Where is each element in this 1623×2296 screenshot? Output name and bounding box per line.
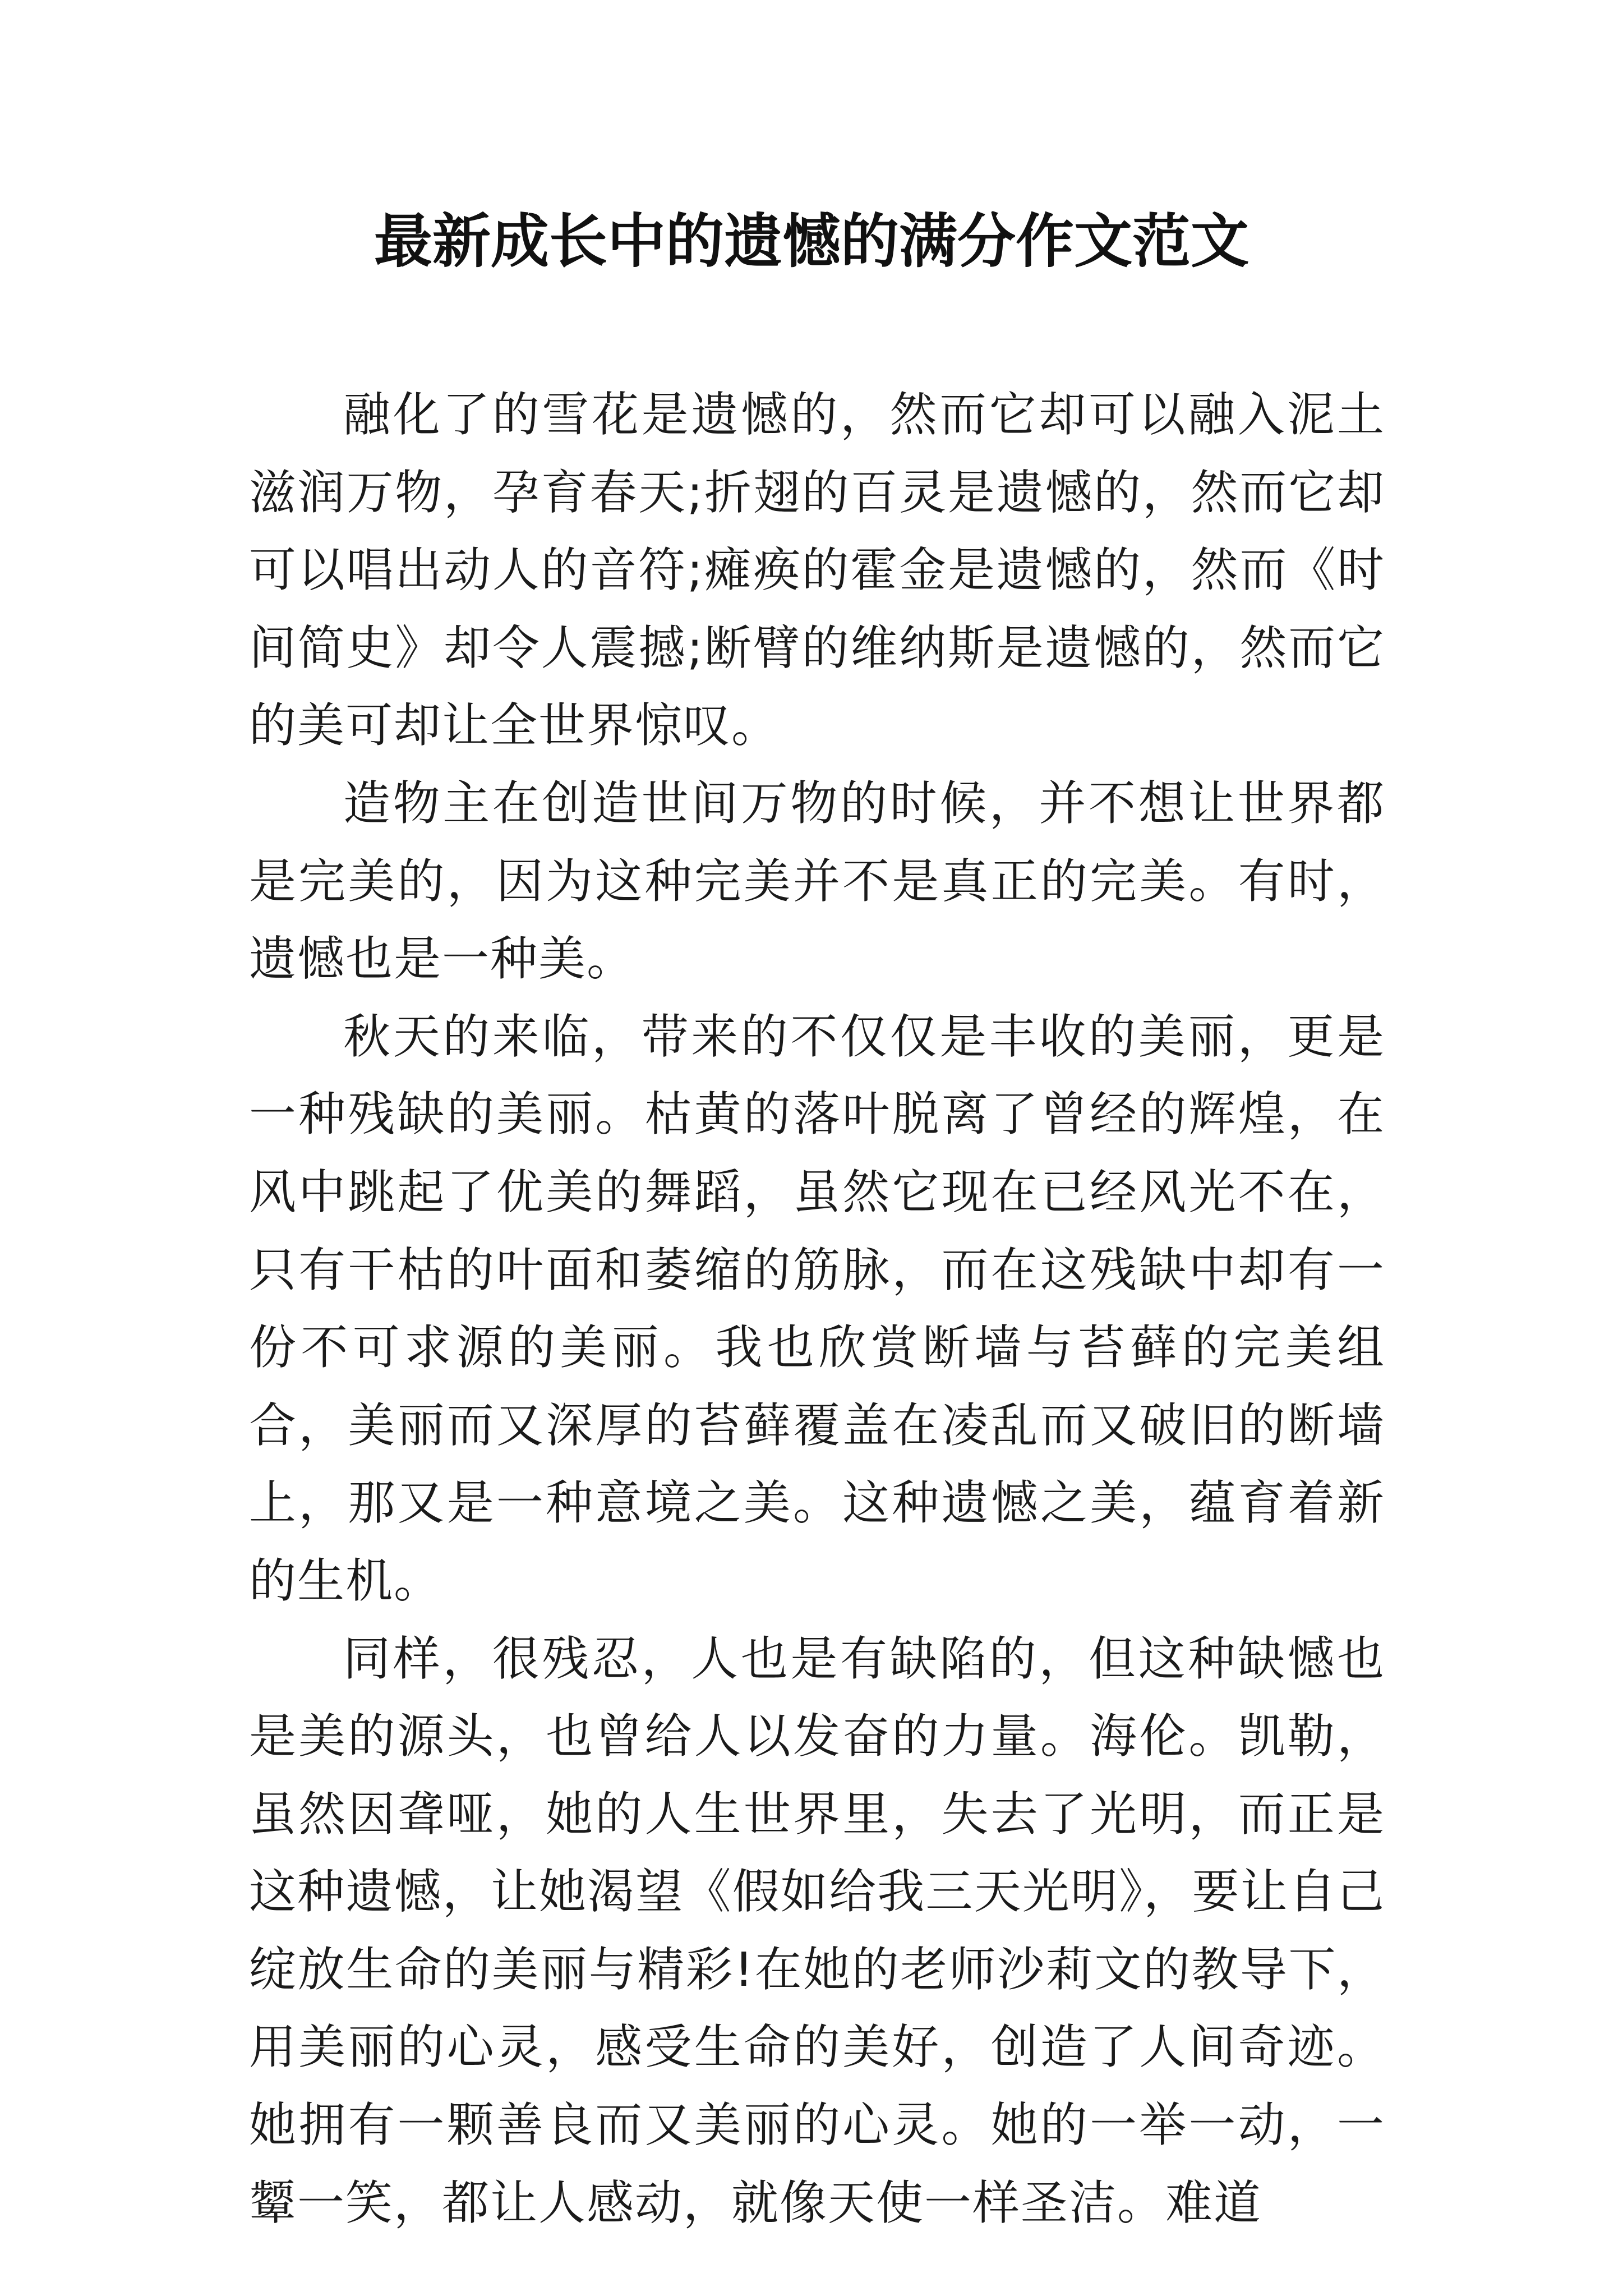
paragraph: 同样，很残忍，人也是有缺陷的，但这种缺憾也是美的源头，也曾给人以发奋的力量。海伦。凯勒，虽然因聋哑，她的人生世界里，失去了光明，而正是这种遗憾，让她渴望《假如给我三天光明》，要让自己绽放生命的美丽与精彩!在她的老师沙莉文的教导下，用美丽的心灵，感受生命的美好，创造了人间奇迹。她拥有一颗善良而又美丽的心灵。她的一举一动，一颦一笑，都让人感动，就像天使一样圣洁。难道: [249, 1631, 1385, 2230]
paragraph: 秋天的来临，带来的不仅仅是丰收的美丽，更是一种残缺的美丽。枯黄的落叶脱离了曾经的辉煌，在风中跳起了优美的舞蹈，虽然它现在已经风光不在，只有干枯的叶面和萎缩的筋脉，而在这残缺中却有一份不可求源的美丽。我也欣赏断墙与苔藓的完美组合，美丽而又深厚的苔藓覆盖在凌乱而又破旧的断墙上，那又是一种意境之美。这种遗憾之美，蕴育着新的生机。: [249, 1009, 1385, 1608]
document-body: [249, 376, 1385, 2242]
paragraph: 融化了的雪花是遗憾的，然而它却可以融入泥土滋润万物，孕育春天;折翅的百灵是遗憾的，然而它却可以唱出动人的音符;瘫痪的霍金是遗憾的，然而《时间简史》却令人震撼;断臂的维纳斯是遗憾的，然而它的美可却让全世界惊叹。: [249, 387, 1385, 753]
paragraph: 造物主在创造世间万物的时候，并不想让世界都是完美的，因为这种完美并不是真正的完美。有时，遗憾也是一种美。: [249, 775, 1385, 987]
document-title: 最新成长中的遗憾的满分作文范文: [374, 206, 1249, 275]
